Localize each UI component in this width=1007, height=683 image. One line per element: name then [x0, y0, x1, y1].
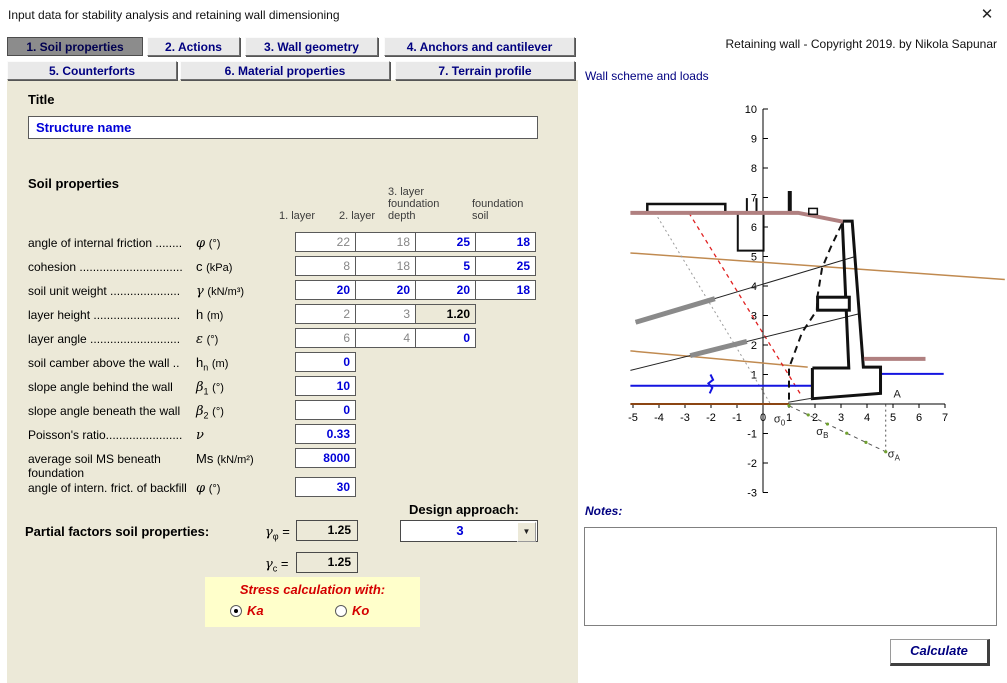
x-tick-label: 7	[941, 412, 949, 424]
wall-scheme-chart	[585, 85, 1007, 515]
notes-label: Notes:	[585, 504, 623, 518]
row-label: angle of internal friction ........	[28, 236, 183, 250]
value-input[interactable]	[295, 256, 356, 276]
copyright-text: Retaining wall - Copyright 2019. by Nikola Sapunar	[725, 37, 997, 51]
wall-scheme-title: Wall scheme and loads	[585, 69, 709, 83]
value-input[interactable]	[295, 376, 356, 396]
row-symbol: φ (°)	[196, 481, 221, 496]
x-tick-label: -5	[628, 412, 638, 424]
row-symbol: ν	[196, 428, 204, 443]
tab-4-anchors-and-cantilever[interactable]: 4. Anchors and cantilever	[384, 37, 575, 56]
row-symbol: h (m)	[196, 307, 224, 322]
row-label: slope angle beneath the wall	[28, 404, 181, 418]
y-tick-label: 9	[750, 133, 757, 146]
value-input[interactable]	[295, 424, 356, 444]
value-input[interactable]	[415, 280, 476, 300]
tab-2-actions[interactable]: 2. Actions	[147, 37, 240, 56]
stress-markers	[845, 432, 848, 435]
row-symbol: Ms (kN/m²)	[196, 451, 254, 466]
anchor-1-bond	[636, 299, 715, 323]
tab-7-terrain-profile[interactable]: 7. Terrain profile	[395, 61, 575, 80]
value-input[interactable]	[295, 477, 356, 497]
tab-6-material-properties[interactable]: 6. Material properties	[180, 61, 390, 80]
x-tick-label: -2	[706, 412, 716, 424]
value-input[interactable]	[295, 400, 356, 420]
row-symbol: c (kPa)	[196, 259, 233, 274]
notes-textarea[interactable]	[584, 527, 997, 626]
calculate-button[interactable]: Calculate	[890, 639, 990, 666]
value-input[interactable]	[355, 256, 416, 276]
row-label: layer height ..........................	[28, 308, 181, 322]
row-symbol: $\beta_2$ (°)	[196, 404, 224, 421]
value-input[interactable]	[415, 232, 476, 252]
water-table-symbol	[708, 375, 713, 394]
layer-2-boundary	[630, 351, 807, 367]
anchor-2-bond	[690, 341, 747, 355]
sigma-a-label: $\sigma_A$	[887, 448, 900, 463]
partial-factors-label: Partial factors soil properties:	[25, 524, 210, 539]
structure-title-input[interactable]	[28, 116, 538, 139]
stress-markers	[807, 413, 810, 416]
x-tick-label: 0	[759, 412, 767, 424]
y-tick-label: -3	[747, 487, 757, 500]
y-tick-label: 7	[750, 192, 757, 205]
y-tick-label: 3	[750, 310, 757, 323]
radio-ko[interactable]	[335, 605, 347, 617]
column-header: 2. layer	[339, 210, 376, 222]
column-header: foundation soil	[472, 198, 524, 222]
chevron-down-icon[interactable]: ▼	[517, 522, 536, 542]
partial-factor-value: 1.25	[296, 520, 358, 541]
stress-markers	[787, 404, 790, 407]
row-label: soil unit weight .....................	[28, 284, 181, 298]
x-tick-label: 3	[837, 412, 845, 424]
y-tick-label: 2	[750, 340, 757, 352]
value-input[interactable]	[295, 304, 356, 324]
value-input[interactable]	[475, 256, 536, 276]
design-approach-value: 3	[456, 523, 464, 538]
layer-1-boundary	[630, 253, 1004, 280]
x-tick-label: 5	[889, 412, 897, 424]
sigma-b-label: $\sigma_B$	[816, 425, 829, 440]
value-input[interactable]	[475, 280, 536, 300]
design-approach-dropdown[interactable]	[400, 520, 538, 542]
value-input[interactable]	[355, 280, 416, 300]
value-input[interactable]	[415, 328, 476, 348]
row-symbol: γ (kN/m³)	[196, 284, 245, 299]
value-input[interactable]	[295, 280, 356, 300]
row-label: average soil MS beneath foundation	[28, 452, 161, 480]
design-approach-label: Design approach:	[409, 502, 519, 517]
column-header: 1. layer	[279, 210, 316, 222]
x-tick-label: -3	[680, 412, 690, 424]
column-header: 3. layer foundation depth	[388, 186, 440, 222]
stress-markers	[826, 422, 829, 425]
virtual-back-dashed	[789, 224, 842, 402]
close-icon[interactable]: ✕	[980, 6, 994, 23]
value-input[interactable]	[355, 304, 416, 324]
y-tick-label: -2	[747, 458, 757, 470]
radio-label-ko[interactable]: Ko	[352, 603, 370, 618]
value-input	[415, 304, 476, 324]
value-input[interactable]	[415, 256, 476, 276]
relieving-shelf	[818, 297, 850, 310]
value-input[interactable]	[475, 232, 536, 252]
x-tick-label: 1	[785, 412, 793, 424]
x-tick-label: 2	[811, 412, 819, 424]
slip-line-red	[689, 213, 802, 397]
value-input[interactable]	[355, 232, 416, 252]
row-label: slope angle behind the wall	[28, 380, 173, 394]
value-input[interactable]	[295, 328, 356, 348]
window-title: Input data for stability analysis and retaining wall dimensioning	[8, 8, 340, 22]
point-a-label: A	[893, 388, 901, 401]
tab-5-counterforts[interactable]: 5. Counterforts	[7, 61, 177, 80]
x-tick-label: 4	[863, 412, 871, 424]
row-label: angle of intern. frict. of backfill	[28, 481, 187, 495]
row-label: Poisson's ratio.......................	[28, 428, 183, 442]
stress-calculation-title: Stress calculation with:	[239, 582, 386, 597]
heel-line	[788, 398, 812, 402]
y-tick-label: 5	[750, 251, 757, 264]
row-symbol: φ (°)	[196, 236, 221, 251]
y-tick-label: 6	[750, 222, 757, 234]
stress-markers	[864, 441, 867, 444]
y-tick-label: -1	[747, 428, 757, 441]
soil-properties-heading: Soil properties	[28, 176, 120, 191]
x-tick-label: -1	[732, 412, 742, 424]
sigma-0-label: $\sigma_0$	[773, 413, 786, 428]
stress-calculation-box	[205, 577, 420, 627]
y-tick-label: 10	[744, 104, 757, 116]
value-input[interactable]	[355, 328, 416, 348]
tab-3-wall-geometry[interactable]: 3. Wall geometry	[245, 37, 378, 56]
partial-factor-symbol: $\gamma_\varphi$ =	[265, 524, 290, 542]
partial-factor-symbol: $\gamma_c$ =	[265, 556, 289, 574]
row-symbol: ε (°)	[196, 332, 219, 347]
y-tick-label: 8	[750, 163, 757, 175]
tab-1-soil-properties[interactable]: 1. Soil properties	[7, 37, 143, 56]
x-tick-label: 6	[915, 412, 923, 424]
y-tick-label: 1	[750, 369, 757, 382]
partial-factor-value: 1.25	[296, 552, 358, 573]
value-input[interactable]	[295, 232, 356, 252]
y-tick-label: 4	[750, 281, 757, 293]
value-input[interactable]	[295, 448, 356, 468]
row-symbol: $\beta_1$ (°)	[196, 380, 224, 397]
row-symbol: $h_n$ (m)	[196, 355, 229, 373]
row-label: soil camber above the wall ..	[28, 356, 180, 370]
radio-ka[interactable]	[230, 605, 242, 617]
row-label: layer angle ...........................	[28, 332, 181, 346]
x-tick-label: -4	[654, 412, 664, 424]
radio-label-ka[interactable]: Ka	[247, 603, 264, 618]
row-label: cohesion ...............................	[28, 260, 183, 274]
value-input[interactable]	[295, 352, 356, 372]
title-section-label: Title	[28, 92, 55, 107]
